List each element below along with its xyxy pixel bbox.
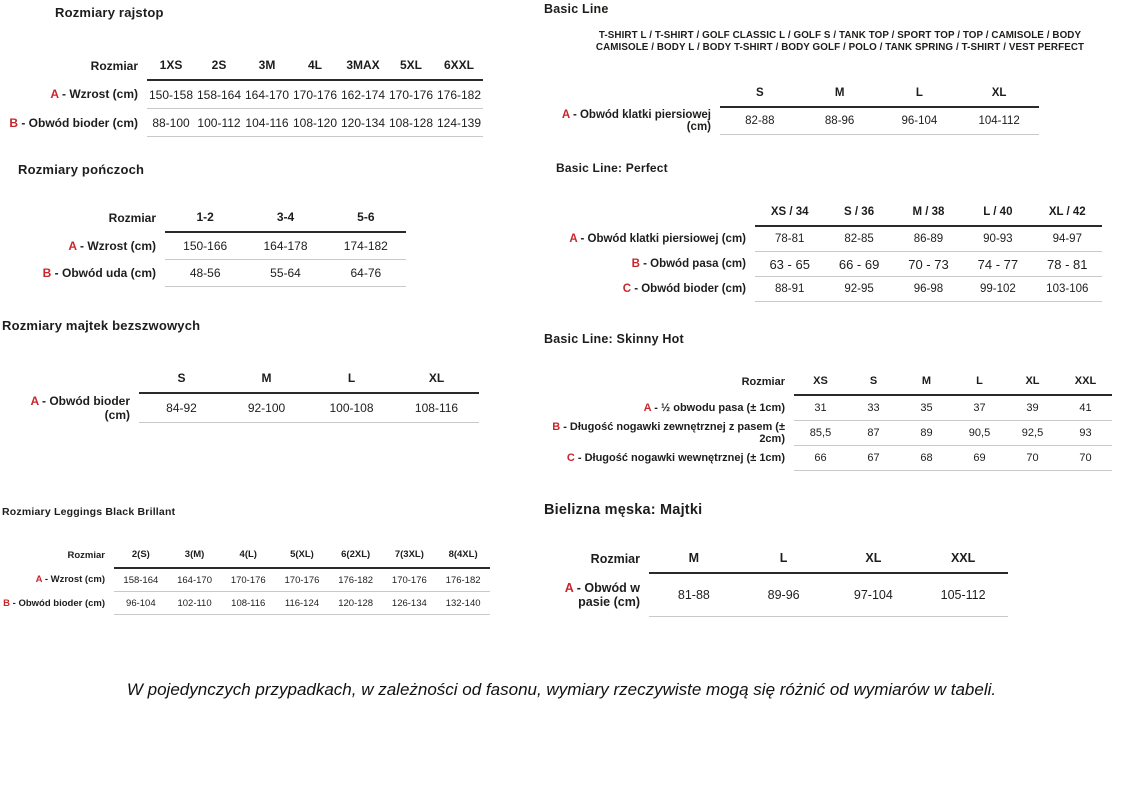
- table-row: [556, 277, 1102, 302]
- column-header: 4L: [291, 48, 339, 80]
- header-row: [556, 203, 1102, 226]
- value-cell: 86-89: [894, 226, 963, 252]
- row-label: C - Długość nogawki wewnętrznej (± 1cm): [566, 452, 785, 464]
- column-header: S: [720, 84, 800, 107]
- value-cell: 150-166: [165, 232, 245, 260]
- row-label: A - ½ obwodu pasa (± 1cm): [643, 401, 785, 414]
- row-letter: A: [643, 401, 652, 414]
- value-cell: 70 - 73: [894, 252, 963, 277]
- column-header: M: [224, 369, 309, 393]
- row-letter: A: [564, 580, 574, 595]
- column-header: L / 40: [963, 203, 1032, 226]
- header-row: [8, 207, 406, 232]
- row-label: B - Długość nogawki zewnętrznej z pasem (± 2cm): [552, 421, 785, 445]
- value-cell: 105-112: [918, 573, 1008, 617]
- row-label: A - Obwód klatki piersiowej (cm): [569, 232, 746, 245]
- column-header: XL: [394, 369, 479, 393]
- column-header: 5(XL): [275, 540, 329, 568]
- value-cell: 162-174: [339, 80, 387, 109]
- corner-label: [545, 84, 720, 107]
- table-row: [2, 568, 490, 592]
- table-row: [544, 395, 1112, 421]
- corner-label: Rozmiar: [67, 550, 105, 561]
- value-cell: 66 - 69: [824, 252, 893, 277]
- column-header: XXL: [918, 546, 1008, 573]
- section-title-ponczoch: Rozmiary pończoch: [18, 162, 145, 177]
- disclaimer-note: W pojedynczych przypadkach, w zależności od fasonu, wymiary rzeczywiste mogą się różnić od wymiarów w tabeli.: [126, 680, 997, 699]
- column-header: XXL: [1059, 370, 1112, 395]
- column-header: L: [880, 84, 960, 107]
- value-cell: 89-96: [739, 573, 829, 617]
- column-header: L: [953, 370, 1006, 395]
- value-cell: 92,5: [1006, 421, 1059, 446]
- column-header: L: [739, 546, 829, 573]
- value-cell: 69: [953, 446, 1006, 471]
- column-header: 1XS: [147, 48, 195, 80]
- value-cell: 158-164: [195, 80, 243, 109]
- value-cell: 35: [900, 395, 953, 421]
- row-letter: B: [42, 266, 52, 280]
- column-header: 6(2XL): [329, 540, 383, 568]
- table-row: [8, 109, 483, 137]
- value-cell: 97-104: [829, 573, 919, 617]
- value-cell: 170-176: [291, 80, 339, 109]
- header-row: [544, 370, 1112, 395]
- row-label: A - Wzrost (cm): [50, 87, 138, 102]
- value-cell: 68: [900, 446, 953, 471]
- value-cell: 78 - 81: [1033, 252, 1102, 277]
- table-row: [556, 226, 1102, 252]
- row-letter: A: [569, 232, 578, 245]
- row-letter: B: [3, 597, 10, 609]
- column-header: M: [800, 84, 880, 107]
- column-header: XL / 42: [1033, 203, 1102, 226]
- size-table-leggings: [2, 540, 490, 615]
- section-majtek: [2, 318, 480, 423]
- value-cell: 124-139: [435, 109, 483, 137]
- section-bielizna-meska: [544, 502, 1010, 617]
- row-label: B - Obwód bioder (cm): [9, 115, 138, 130]
- row-letter: A: [68, 238, 77, 253]
- corner-label: [556, 203, 755, 226]
- column-header: S: [847, 370, 900, 395]
- value-cell: 66: [794, 446, 847, 471]
- column-header: 1-2: [165, 207, 245, 232]
- value-cell: 89: [900, 421, 953, 446]
- table-row: [544, 446, 1112, 471]
- size-table-basic-line: [545, 84, 1039, 135]
- column-header: 3M: [243, 48, 291, 80]
- section-title-bielizna-meska: Bielizna męska: Majtki: [544, 502, 703, 518]
- value-cell: 70: [1006, 446, 1059, 471]
- section-title-basic-line: Basic Line: [544, 2, 609, 16]
- value-cell: 88-91: [755, 277, 824, 302]
- table-row: [544, 573, 1008, 617]
- column-header: M / 38: [894, 203, 963, 226]
- value-cell: 48-56: [165, 260, 245, 287]
- column-header: XL: [829, 546, 919, 573]
- column-header: 5XL: [387, 48, 435, 80]
- value-cell: 120-128: [329, 592, 383, 615]
- row-label: A - Wzrost (cm): [68, 238, 156, 253]
- size-table-ponczoch: [8, 207, 406, 287]
- size-table-bielizna-meska: [544, 546, 1008, 617]
- column-header: 2S: [195, 48, 243, 80]
- column-header: 5-6: [326, 207, 406, 232]
- row-label: B - Obwód pasa (cm): [631, 258, 746, 270]
- row-letter: A: [30, 393, 39, 408]
- value-cell: 158-164: [114, 568, 168, 592]
- value-cell: 78-81: [755, 226, 824, 252]
- value-cell: 31: [794, 395, 847, 421]
- value-cell: 64-76: [326, 260, 406, 287]
- column-header: 2(S): [114, 540, 168, 568]
- row-label: A - Wzrost (cm): [35, 574, 105, 586]
- value-cell: 174-182: [326, 232, 406, 260]
- size-table-basic-line-perfect: [556, 203, 1102, 302]
- value-cell: 84-92: [139, 393, 224, 423]
- row-label: B - Obwód bioder (cm): [3, 597, 105, 609]
- value-cell: 39: [1006, 395, 1059, 421]
- column-header: XS: [794, 370, 847, 395]
- basic-line-product-list: T-SHIRT L / T-SHIRT / GOLF CLASSIC L / GOLF S / TANK TOP / SPORT TOP / TOP / CAMISOLE / BODY CAMISOLE / BODY L / BODY T-SHIRT / BODY GOLF / POLO / TANK SPRING / T-SHIRT / VEST PERFECT: [595, 30, 1085, 53]
- value-cell: 63 - 65: [755, 252, 824, 277]
- row-letter: C: [566, 452, 575, 464]
- value-cell: 170-176: [275, 568, 329, 592]
- column-header: 3(M): [168, 540, 222, 568]
- section-title-skinny-hot: Basic Line: Skinny Hot: [544, 332, 684, 346]
- table-row: [556, 252, 1102, 277]
- section-title-leggings: Rozmiary Leggings Black Brillant: [2, 506, 176, 518]
- value-cell: 126-134: [383, 592, 437, 615]
- value-cell: 41: [1059, 395, 1112, 421]
- table-row: [544, 421, 1112, 446]
- row-label: B - Obwód uda (cm): [42, 266, 156, 280]
- value-cell: 67: [847, 446, 900, 471]
- value-cell: 99-102: [963, 277, 1032, 302]
- value-cell: 103-106: [1033, 277, 1102, 302]
- value-cell: 100-108: [309, 393, 394, 423]
- value-cell: 90,5: [953, 421, 1006, 446]
- value-cell: 92-100: [224, 393, 309, 423]
- row-letter: A: [50, 87, 59, 102]
- size-table-majtek: [2, 369, 479, 423]
- section-rajstop: [8, 5, 486, 137]
- value-cell: 104-112: [959, 107, 1039, 135]
- column-header: M: [649, 546, 739, 573]
- value-cell: 82-88: [720, 107, 800, 135]
- column-header: M: [900, 370, 953, 395]
- header-row: [544, 546, 1008, 573]
- section-title-basic-line-perfect: Basic Line: Perfect: [556, 161, 668, 175]
- section-leggings: [2, 506, 492, 615]
- section-title-majtek: Rozmiary majtek bezszwowych: [2, 318, 201, 333]
- column-header: XS / 34: [755, 203, 824, 226]
- value-cell: 88-96: [800, 107, 880, 135]
- corner-label: Rozmiar: [90, 59, 138, 73]
- value-cell: 116-124: [275, 592, 329, 615]
- row-letter: B: [9, 115, 18, 130]
- row-label: A - Obwód w pasie (cm): [564, 580, 640, 609]
- column-header: XL: [959, 84, 1039, 107]
- value-cell: 70: [1059, 446, 1112, 471]
- row-letter: C: [622, 283, 631, 295]
- value-cell: 176-182: [435, 80, 483, 109]
- value-cell: 37: [953, 395, 1006, 421]
- section-skinny-hot: [544, 332, 1114, 471]
- value-cell: 85,5: [794, 421, 847, 446]
- header-row: [8, 48, 483, 80]
- value-cell: 104-116: [243, 109, 291, 137]
- value-cell: 120-134: [339, 109, 387, 137]
- value-cell: 81-88: [649, 573, 739, 617]
- value-cell: 108-120: [291, 109, 339, 137]
- section-title-rajstop: Rozmiary rajstop: [55, 5, 164, 20]
- header-row: [2, 369, 479, 393]
- value-cell: 93: [1059, 421, 1112, 446]
- table-row: [2, 393, 479, 423]
- row-label: A - Obwód bioder (cm): [30, 393, 130, 422]
- value-cell: 170-176: [221, 568, 275, 592]
- value-cell: 96-104: [880, 107, 960, 135]
- corner-label: [2, 369, 139, 393]
- value-cell: 164-170: [168, 568, 222, 592]
- value-cell: 96-104: [114, 592, 168, 615]
- section-basic-line: [544, 2, 1108, 135]
- value-cell: 88-100: [147, 109, 195, 137]
- row-letter: A: [35, 574, 43, 586]
- row-label: A - Obwód klatki piersiowej (cm): [561, 108, 711, 133]
- value-cell: 90-93: [963, 226, 1032, 252]
- value-cell: 170-176: [387, 80, 435, 109]
- header-row: [545, 84, 1039, 107]
- row-letter: B: [552, 421, 561, 433]
- value-cell: 94-97: [1033, 226, 1102, 252]
- column-header: L: [309, 369, 394, 393]
- value-cell: 170-176: [383, 568, 437, 592]
- table-row: [8, 260, 406, 287]
- column-header: 8(4XL): [436, 540, 490, 568]
- value-cell: 96-98: [894, 277, 963, 302]
- value-cell: 102-110: [168, 592, 222, 615]
- table-row: [545, 107, 1039, 135]
- header-row: [2, 540, 490, 568]
- size-table-skinny-hot: [544, 370, 1112, 471]
- column-header: S: [139, 369, 224, 393]
- value-cell: 108-116: [394, 393, 479, 423]
- value-cell: 176-182: [329, 568, 383, 592]
- column-header: 3-4: [245, 207, 325, 232]
- column-header: XL: [1006, 370, 1059, 395]
- section-basic-line-perfect: [556, 161, 1104, 302]
- column-header: 4(L): [221, 540, 275, 568]
- value-cell: 33: [847, 395, 900, 421]
- value-cell: 150-158: [147, 80, 195, 109]
- value-cell: 100-112: [195, 109, 243, 137]
- value-cell: 132-140: [436, 592, 490, 615]
- corner-label: Rozmiar: [741, 376, 785, 388]
- value-cell: 82-85: [824, 226, 893, 252]
- table-row: [8, 80, 483, 109]
- column-header: 3MAX: [339, 48, 387, 80]
- section-ponczoch: [8, 162, 408, 287]
- value-cell: 74 - 77: [963, 252, 1032, 277]
- value-cell: 92-95: [824, 277, 893, 302]
- corner-label: Rozmiar: [108, 211, 156, 225]
- table-row: [2, 592, 490, 615]
- value-cell: 164-170: [243, 80, 291, 109]
- row-letter: B: [631, 258, 640, 270]
- value-cell: 87: [847, 421, 900, 446]
- column-header: S / 36: [824, 203, 893, 226]
- value-cell: 55-64: [245, 260, 325, 287]
- column-header: 7(3XL): [383, 540, 437, 568]
- value-cell: 108-128: [387, 109, 435, 137]
- size-table-rajstop: [8, 48, 483, 137]
- row-label: C - Obwód bioder (cm): [622, 283, 746, 295]
- table-row: [8, 232, 406, 260]
- value-cell: 164-178: [245, 232, 325, 260]
- value-cell: 176-182: [436, 568, 490, 592]
- row-letter: A: [561, 108, 570, 121]
- column-header: 6XXL: [435, 48, 483, 80]
- value-cell: 108-116: [221, 592, 275, 615]
- corner-label: Rozmiar: [590, 552, 640, 566]
